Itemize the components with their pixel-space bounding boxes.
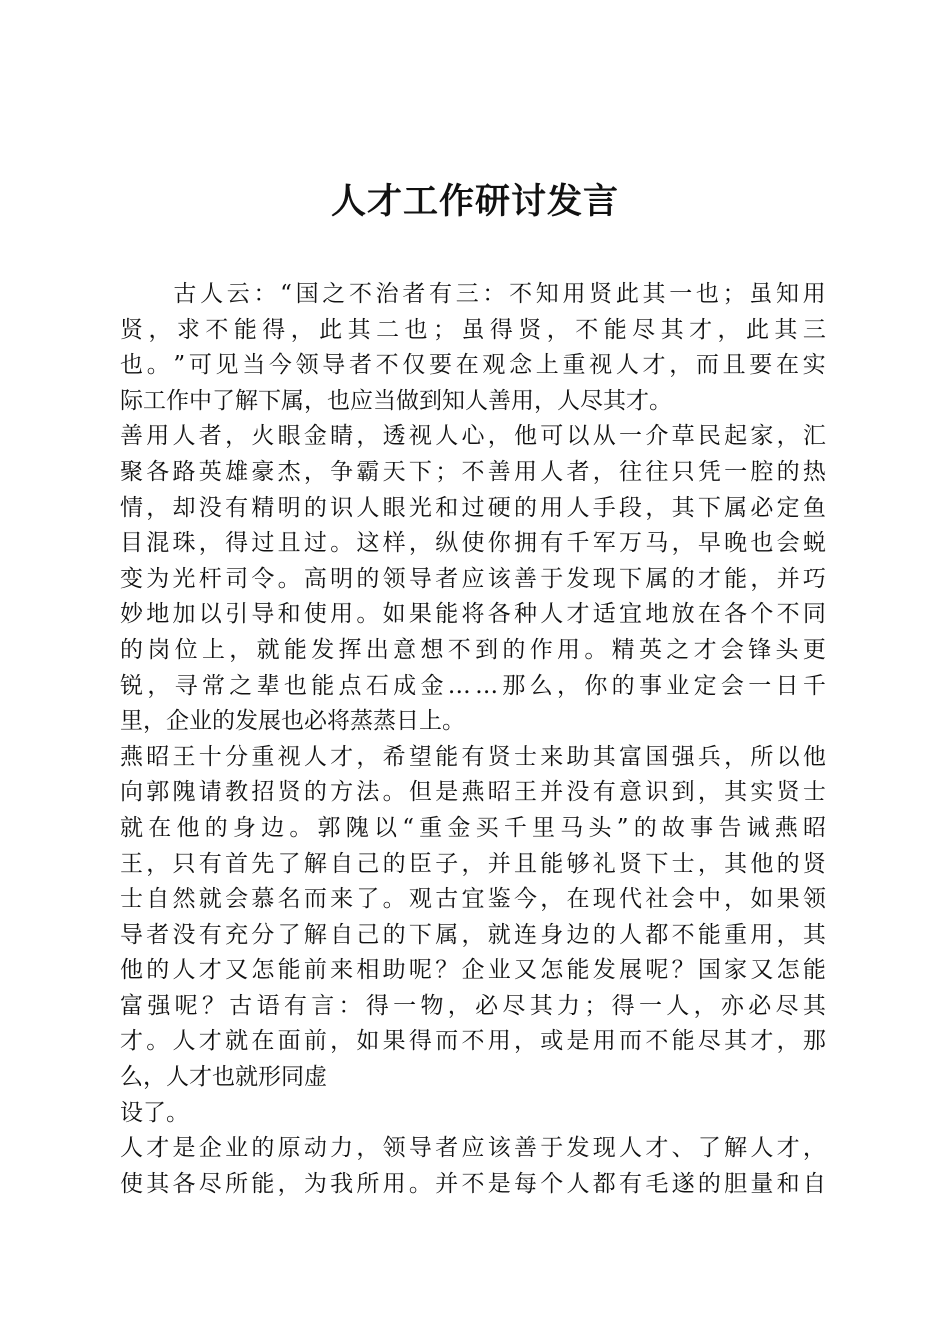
text-line: 际工作中了解下属，也应当做到知人善用，人尽其才。: [120, 387, 672, 414]
text-line: 锐 ， 寻 常 之 辈 也 能 点 石 成 金 … … 那 么 ， 你 的 事 业 定 会 一 日 千: [120, 672, 826, 699]
text-line: 目 混 珠 ， 得 过 且 过 。 这 样 ， 纵 使 你 拥 有 千 军 万 马 ， 早 晚 也 会 蜕: [120, 530, 826, 557]
text-line: 士 自 然 就 会 慕 名 而 来 了 。 观 古 宜 鉴 今 ， 在 现 代 社 会 中 ， 如 果 领: [120, 886, 826, 913]
text-line: 古 人 云 ： “ 国 之 不 治 者 有 三 ： 不 知 用 贤 此 其 一 也 ； 虽 知 用: [173, 281, 826, 307]
text-line: 导 者 没 有 充 分 了 解 自 己 的 下 属 ， 就 连 身 边 的 人 都 不 能 重 用 ， 其: [120, 921, 826, 948]
text-line: 里，企业的发展也必将蒸蒸日上。: [120, 708, 465, 735]
text-line: 么，人才也就形同虚: [120, 1064, 327, 1091]
text-line: 变 为 光 杆 司 令 。 高 明 的 领 导 者 应 该 善 于 发 现 下 属 的 才 能 ， 并 巧: [120, 565, 826, 592]
text-line: 妙 地 加 以 引 导 和 使 用 。 如 果 能 将 各 种 人 才 适 宜 地 放 在 各 个 不 同: [120, 601, 826, 628]
document-title: 人才工作研讨发言: [330, 181, 619, 222]
text-line: 他 的 人 才 又 怎 能 前 来 相 助 呢 ？ 企 业 又 怎 能 发 展 呢 ？ 国 家 又 怎 能: [120, 957, 826, 984]
text-line: 人 才 是 企 业 的 原 动 力 ， 领 导 者 应 该 善 于 发 现 人 才 、 了 解 人 才 ，: [120, 1135, 826, 1162]
text-line: 使 其 各 尽 所 能 ， 为 我 所 用 。 并 不 是 每 个 人 都 有 毛 遂 的 胆 量 和 自: [120, 1170, 826, 1197]
document-body: [120, 277, 826, 1202]
text-line: 才 。 人 才 就 在 面 前 ， 如 果 得 而 不 用 ， 或 是 用 而 不 能 尽 其 才 ， 那: [120, 1028, 826, 1055]
text-line: 贤 ， 求 不 能 得 ， 此 其 二 也 ； 虽 得 贤 ， 不 能 尽 其 才 ， 此 其 三: [120, 316, 826, 343]
text-line: 情 ， 却 没 有 精 明 的 识 人 眼 光 和 过 硬 的 用 人 手 段 ， 其 下 属 必 定 鱼: [120, 494, 826, 521]
text-line: 设了。: [120, 1099, 189, 1126]
text-line: 富 强 呢 ？ 古 语 有 言 ： 得 一 物 ， 必 尽 其 力 ； 得 一 人 ， 亦 必 尽 其: [120, 992, 826, 1019]
text-line: 也 。 ” 可 见 当 今 领 导 者 不 仅 要 在 观 念 上 重 视 人 才 ， 而 且 要 在 实: [120, 352, 826, 379]
text-line: 燕 昭 王 十 分 重 视 人 才 ， 希 望 能 有 贤 士 来 助 其 富 国 强 兵 ， 所 以 他: [120, 743, 826, 770]
text-line: 王 ， 只 有 首 先 了 解 自 己 的 臣 子 ， 并 且 能 够 礼 贤 下 士 ， 其 他 的 贤: [120, 850, 826, 877]
text-line: 就 在 他 的 身 边 。 郭 隗 以 “ 重 金 买 千 里 马 头 ” 的 故 事 告 诫 燕 昭: [120, 814, 826, 841]
text-line: 聚 各 路 英 雄 豪 杰 ， 争 霸 天 下 ； 不 善 用 人 者 ， 往 往 只 凭 一 腔 的 热: [120, 458, 826, 485]
text-line: 向 郭 隗 请 教 招 贤 的 方 法 。 但 是 燕 昭 王 并 没 有 意 识 到 ， 其 实 贤 士: [120, 779, 826, 806]
text-line: 善 用 人 者 ， 火 眼 金 睛 ， 透 视 人 心 ， 他 可 以 从 一 介 草 民 起 家 ， 汇: [120, 423, 826, 450]
text-line: 的 岗 位 上 ， 就 能 发 挥 出 意 想 不 到 的 作 用 。 精 英 之 才 会 锋 头 更: [120, 636, 826, 663]
